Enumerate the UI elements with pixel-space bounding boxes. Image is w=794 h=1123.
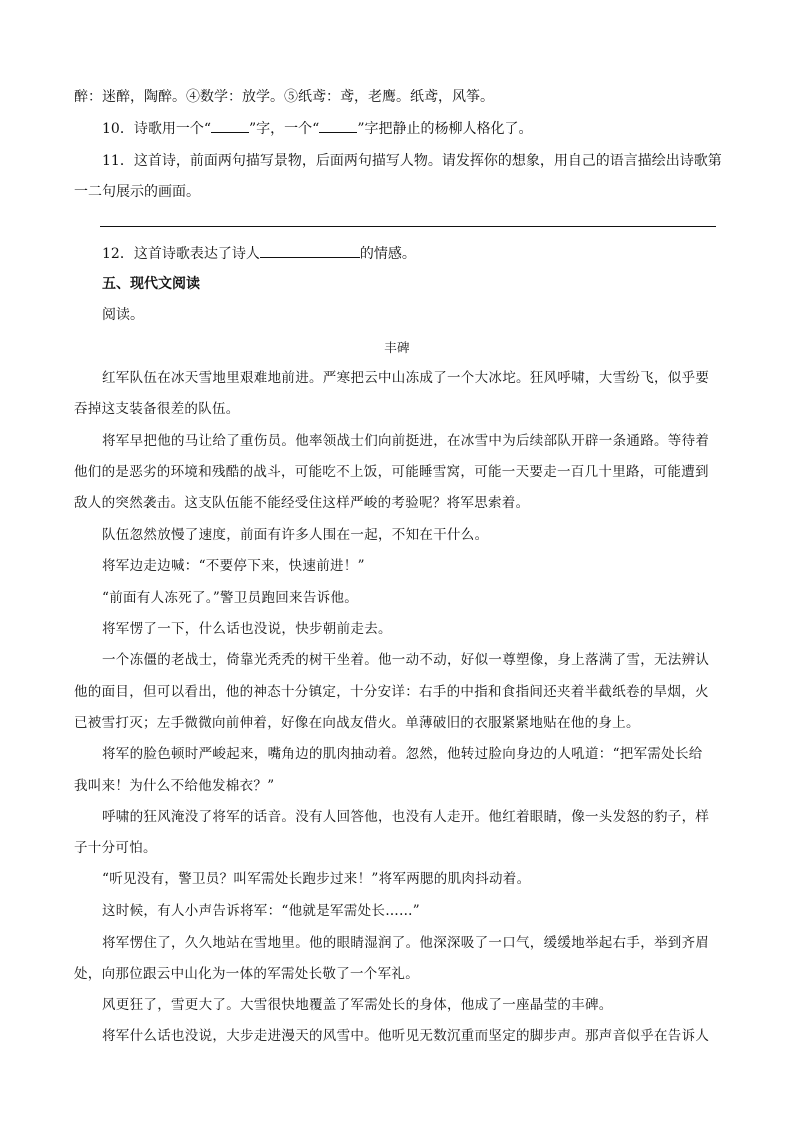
article-line: 这时候，有人小声告诉将军：“他就是军需处长……” [102, 903, 421, 919]
article-line: 风更狂了，雪更大了。大雪很快地覆盖了军需处长的身体，他成了一座晶莹的丰碑。 [102, 997, 613, 1013]
article-line: 一个冻僵的老战士，倚靠光秃秃的树干坐着。他一动不动，好似一尊塑像，身上落满了雪，无法辨认 [102, 652, 710, 668]
article-line: 将军早把他的马让给了重伤员。他率领战士们向前挺进，在冰雪中为后续部队开辟一条通路。等待着 [102, 433, 710, 449]
question-10-suffix: ”字把静止的杨柳人格化了。 [357, 121, 533, 137]
article-line: 将军愣了一下，什么话也没说，快步朝前走去。 [102, 621, 392, 637]
article-line: 他的面目，但可以看出，他的神态十分镇定，十分安详：右手的中指和食指间还夹着半截纸卷的旱烟，火 [74, 684, 709, 700]
answer-blank-1[interactable] [211, 119, 249, 133]
article-line: 将军的脸色顿时严峻起来，嘴角边的肌肉抽动着。忽然，他转过脸向身边的人吼道：“把军需处长给 [102, 746, 703, 762]
article-line: 红军队伍在冰天雪地里艰难地前进。严寒把云中山冻成了一个大冰坨。狂风呼啸，大雪纷飞，似乎要 [102, 370, 710, 386]
article-line: 我叫来！为什么不给他发棉衣？” [74, 778, 275, 794]
question-12-prefix: 12．这首诗歌表达了诗人 [102, 246, 260, 262]
article-line: 队伍忽然放慢了速度，前面有许多人围在一起，不知在干什么。 [102, 527, 489, 543]
article-line: 子十分可怕。 [74, 840, 157, 856]
question-10-middle: ”字，一个“ [248, 121, 320, 137]
article-line: 将军愣住了，久久地站在雪地里。他的眼睛湿润了。他深深吸了一口气，缓缓地举起右手，举到齐眉 [102, 935, 710, 951]
question-12-suffix: 的情感。 [359, 246, 416, 262]
article-line: “前面有人冻死了。”警卫员跑回来告诉他。 [102, 590, 359, 606]
article-line: 将军什么话也没说，大步走进漫天的风雪中。他听见无数沉重而坚定的脚步声。那声音似乎在告诉人 [102, 1028, 710, 1044]
question-11-line-1: 11．这首诗，前面两句描写景物，后面两句描写人物。请发挥你的想象，用自己的语言描绘出诗歌第 [102, 153, 722, 169]
article-line: 吞掉这支装备很差的队伍。 [74, 401, 240, 417]
article-line: 呼啸的狂风淹没了将军的话音。没有人回答他，也没有人走开。他红着眼睛，像一头发怒的豹子，样 [102, 809, 710, 825]
read-instruction: 阅读。 [102, 307, 144, 323]
article-line: 已被雪打灭；左手微微向前伸着，好像在向战友借火。单薄破旧的衣服紧紧地贴在他的身上。 [74, 715, 640, 731]
article-line: 处，向那位跟云中山化为一体的军需处长敬了一个军礼。 [74, 966, 419, 982]
answer-blank-3[interactable] [260, 244, 360, 258]
question-12 [102, 244, 416, 263]
question-10 [102, 119, 532, 138]
section-heading: 五、现代文阅读 [102, 276, 200, 292]
question-11-line-2: 一二句展示的画面。 [74, 184, 200, 200]
article-line: 他们的是恶劣的环境和残酷的战斗，可能吃不上饭，可能睡雪窝，可能一天要走一百几十里路，可能遭到 [74, 464, 709, 480]
question-10-prefix: 10．诗歌用一个“ [102, 121, 211, 137]
answer-blank-2[interactable] [319, 119, 357, 133]
article-line: 敌人的突然袭击。这支队伍能不能经受住这样严峻的考验呢？将军思索着。 [74, 495, 530, 511]
annotation-line: 醉：迷醉，陶醉。④数学：放学。⑤纸鸢：鸢，老鹰。纸鸢，风筝。 [74, 89, 494, 105]
article-line: “听见没有，警卫员？叫军需处长跑步过来！”将军两腮的肌肉抖动着。 [102, 871, 531, 887]
article-title: 丰碑 [384, 340, 410, 355]
article-line: 将军边走边喊：“不要停下来，快速前进！” [102, 558, 365, 574]
answer-line[interactable] [100, 226, 716, 227]
